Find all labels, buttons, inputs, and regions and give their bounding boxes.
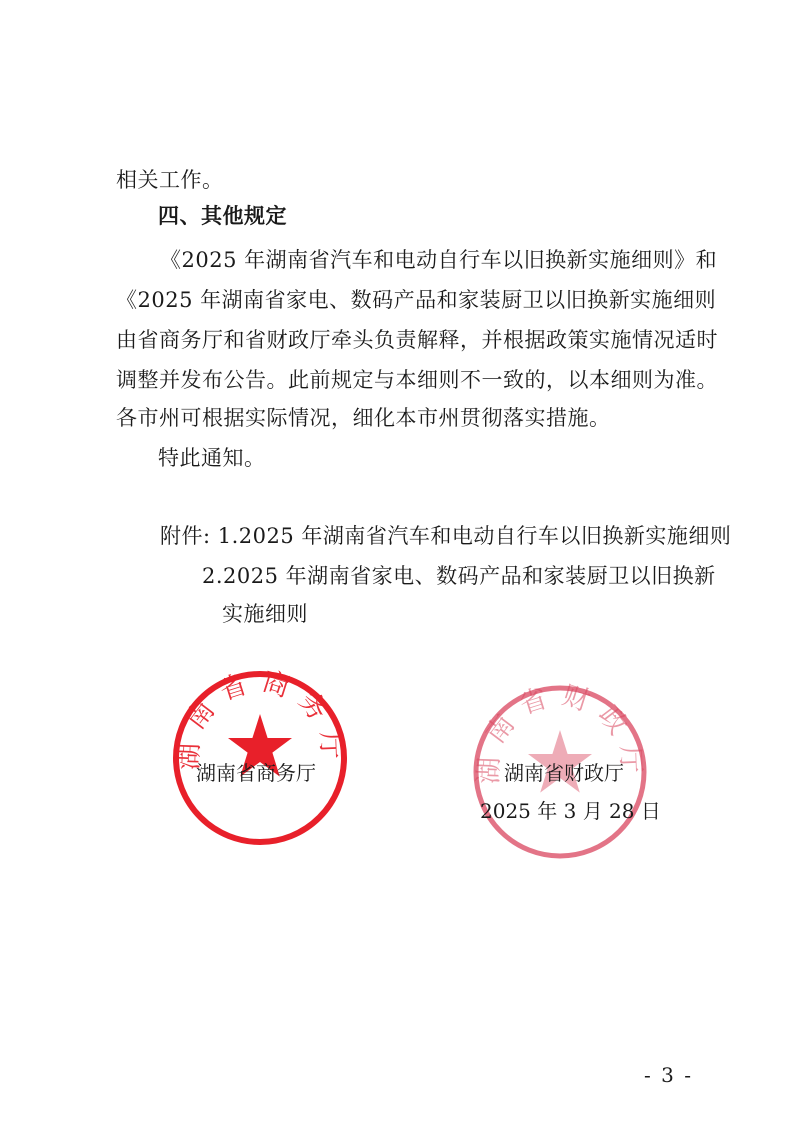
signature-commerce: 湖南省商务厅 xyxy=(196,761,316,785)
paragraph-line-5: 各市州可根据实际情况，细化本市州贯彻落实措施。 xyxy=(116,406,611,430)
svg-text:湖南省财政厅: 湖南省财政厅 xyxy=(473,680,647,785)
svg-text:湖南省商务厅: 湖南省商务厅 xyxy=(173,666,347,771)
paragraph-line-2: 《2025 年湖南省家电、数码产品和家装厨卫以旧换新实施细则 xyxy=(116,288,717,312)
commerce-seal-icon xyxy=(168,666,352,850)
attachment-line-3: 实施细则 xyxy=(222,602,308,626)
paragraph-line-3: 由省商务厅和省财政厅牵头负责解释，并根据政策实施情况适时 xyxy=(116,328,718,352)
signature-date: 2025 年 3 月 28 日 xyxy=(480,799,661,823)
page-number: - 3 - xyxy=(644,1063,693,1087)
attachment-line-1: 附件: 1.2025 年湖南省汽车和电动自行车以旧换新实施细则 xyxy=(160,524,732,548)
paragraph-line-1: 《2025 年湖南省汽车和电动自行车以旧换新实施细则》和 xyxy=(160,248,718,272)
signature-finance: 湖南省财政厅 xyxy=(504,761,624,785)
paragraph-line-4: 调整并发布公告。此前规定与本细则不一致的，以本细则为准。 xyxy=(116,368,718,392)
body-line-1: 相关工作。 xyxy=(116,168,224,192)
section-heading: 四、其他规定 xyxy=(158,204,287,228)
closing-line: 特此通知。 xyxy=(158,446,266,470)
attachment-line-2: 2.2025 年湖南省家电、数码产品和家装厨卫以旧换新 xyxy=(202,564,716,588)
